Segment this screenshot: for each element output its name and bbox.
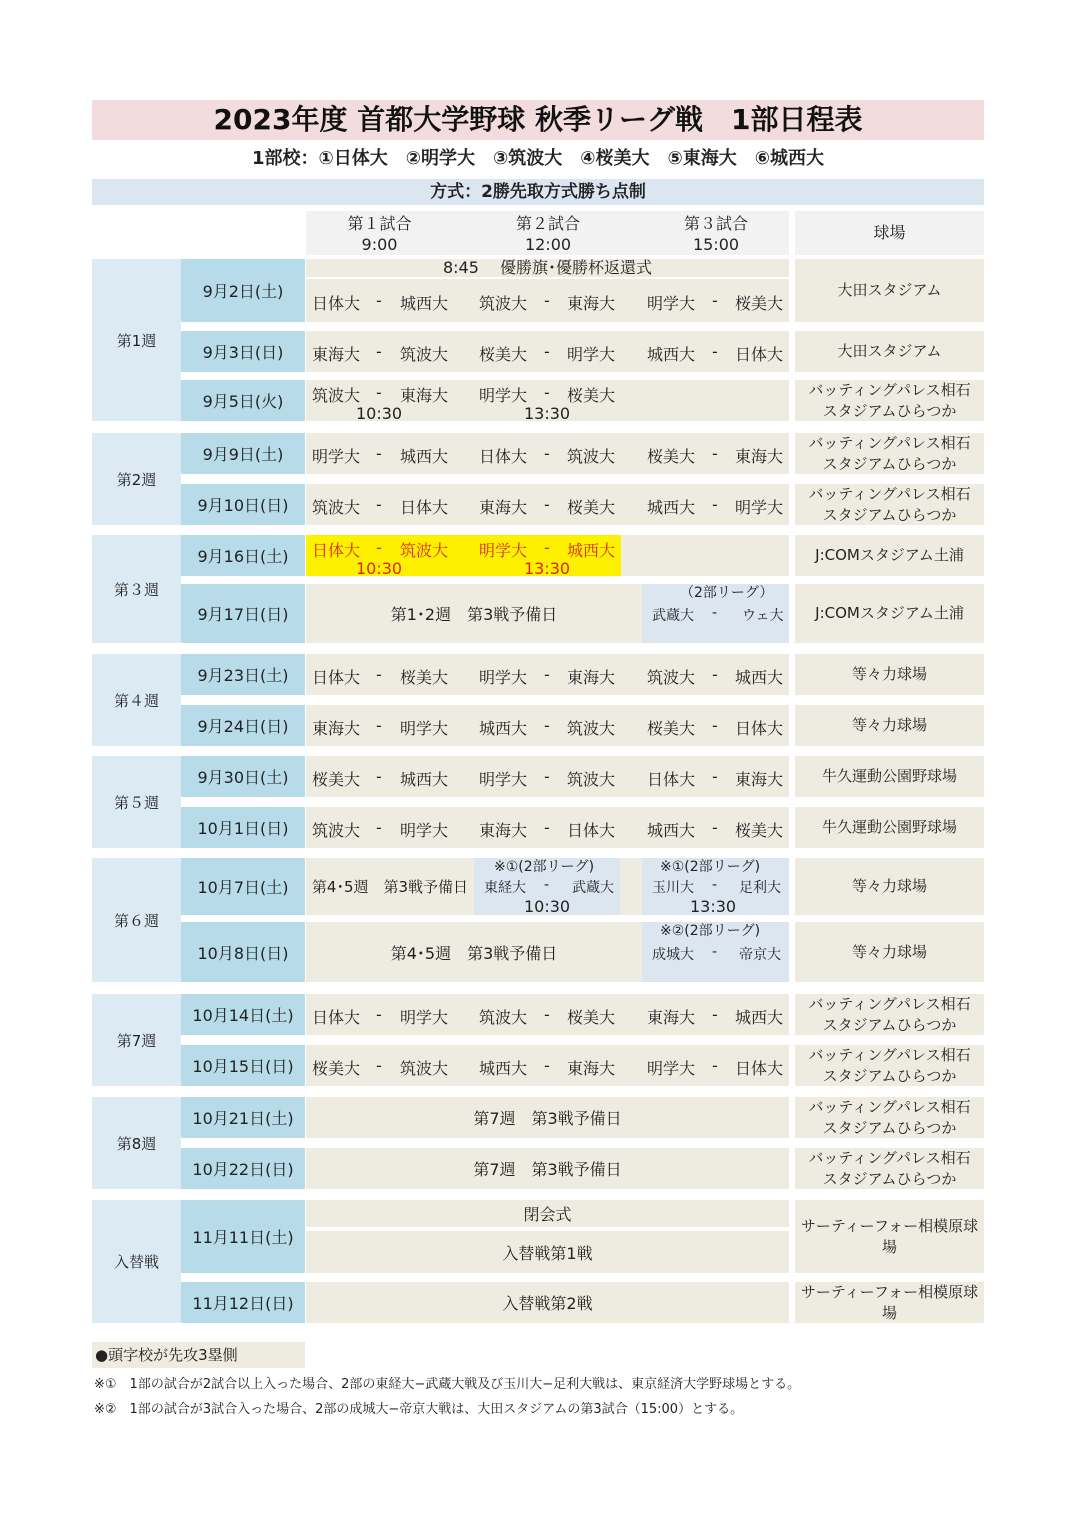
date-cell: 11月11日(土) <box>181 1200 305 1273</box>
reserve-day: 第4･5週 第3戦予備日 <box>306 858 474 915</box>
dash: - <box>712 444 718 463</box>
venue-cell <box>795 484 984 525</box>
dash: - <box>544 444 550 463</box>
date-cell: 10月14日(土) <box>181 994 305 1035</box>
date-cell: 9月23日(土) <box>181 654 305 695</box>
league2-label: （2部リーグ） <box>680 585 774 601</box>
reserve-day: 第4･5週 第3戦予備日 <box>306 922 642 982</box>
dash: - <box>376 342 382 361</box>
page-title: 2023年度 首都大学野球 秋季リーグ戦 1部日程表 <box>92 100 984 140</box>
empty-cell <box>621 535 789 576</box>
ceremony-text: 8:45 優勝旗･優勝杯返還式 <box>306 259 789 277</box>
team: 東海大 <box>479 821 528 840</box>
team: 城西大 <box>647 345 696 364</box>
team: 日体大 <box>312 541 361 560</box>
schools-line: 1部校：①日体大 ②明学大 ③筑波大 ④桜美大 ⑤東海大 ⑥城西大 <box>252 148 824 169</box>
date-cell: 10月21日(土) <box>181 1097 305 1138</box>
team: 筑波大 <box>312 498 361 517</box>
dash: - <box>712 1056 718 1075</box>
date-cell: 10月8日(日) <box>181 922 305 982</box>
team: 日体大 <box>735 1059 784 1078</box>
start-time: 13:30 <box>524 559 571 578</box>
note-2: ※② 1部の試合が3試合入った場合、2部の成城大−帝京大戦は、大田スタジアムの第3試合（15:00）とする。 <box>94 1402 744 1417</box>
dash: - <box>376 767 382 786</box>
team: 城西大 <box>735 1008 784 1027</box>
venue-cell <box>795 994 984 1035</box>
dash: - <box>376 665 382 684</box>
venue-cell: サーティーフォー相模原球場 <box>795 1200 984 1273</box>
league2-cell <box>474 858 620 915</box>
dash: - <box>544 877 550 893</box>
team: 桜美大 <box>400 668 449 687</box>
team: 桜美大 <box>312 1059 361 1078</box>
dash: - <box>544 495 550 514</box>
team: 東海大 <box>479 498 528 517</box>
header-game2 <box>453 211 643 255</box>
team: 筑波大 <box>400 541 449 560</box>
venue-line: バッティングパレス相石 <box>808 1045 971 1064</box>
date-cell: 9月30日(土) <box>181 756 305 797</box>
date-cell: 11月12日(日) <box>181 1282 305 1323</box>
team: 明学大 <box>400 719 449 738</box>
league2-label: ※①(2部リーグ) <box>494 859 595 875</box>
dash: - <box>376 291 382 310</box>
team: 日体大 <box>312 668 361 687</box>
dash: - <box>712 495 718 514</box>
match-cell <box>306 484 789 525</box>
week-1: 第1週 <box>92 259 181 421</box>
league2-cell <box>642 584 789 643</box>
match-cell <box>306 807 789 848</box>
venue-cell: 牛久運動公園野球場 <box>795 807 984 848</box>
venue-cell <box>795 1097 984 1138</box>
date-cell: 10月15日(日) <box>181 1045 305 1086</box>
team: 明学大 <box>479 541 528 560</box>
header-time2: 12:00 <box>524 235 572 254</box>
dash: - <box>376 538 382 557</box>
start-time: 13:30 <box>690 897 737 916</box>
dash: - <box>712 818 718 837</box>
venue-line: スタジアムひらつか <box>822 1066 957 1085</box>
team: 桜美大 <box>735 821 784 840</box>
reserve-day: 第7週 第3戦予備日 <box>306 1097 789 1138</box>
venue-line: スタジアムひらつか <box>822 1169 957 1188</box>
reserve-day: 第1･2週 第3戦予備日 <box>306 584 642 643</box>
match-cell <box>306 331 789 372</box>
team: 城西大 <box>567 541 616 560</box>
dash: - <box>712 605 718 621</box>
empty-cell <box>620 858 642 915</box>
date-cell: 10月22日(日) <box>181 1148 305 1189</box>
team: 筑波大 <box>567 770 616 789</box>
team: 桜美大 <box>735 294 784 313</box>
team: 桜美大 <box>567 498 616 517</box>
venue-line: バッティングパレス相石 <box>808 994 971 1013</box>
team: 桜美大 <box>647 447 696 466</box>
team: 筑波大 <box>647 668 696 687</box>
dash: - <box>712 944 718 960</box>
team: 筑波大 <box>479 294 528 313</box>
note-home-team: ●頭字校が先攻3塁側 <box>92 1342 305 1368</box>
team: 明学大 <box>400 1008 449 1027</box>
match-cell <box>306 994 789 1035</box>
dash: - <box>712 291 718 310</box>
header-game1-label: 第１試合 <box>347 214 412 233</box>
team: 明学大 <box>479 770 528 789</box>
team: 足利大 <box>739 880 781 896</box>
team: 明学大 <box>735 498 784 517</box>
dash: - <box>712 342 718 361</box>
team: 明学大 <box>479 386 528 405</box>
venue-line: スタジアムひらつか <box>822 505 957 524</box>
venue-line: スタジアムひらつか <box>822 1118 957 1137</box>
league2-cell <box>642 858 789 915</box>
venue-cell: J:COMスタジアム土浦 <box>795 584 984 643</box>
replacement-game-2: 入替戦第2戦 <box>306 1282 789 1323</box>
team: 城西大 <box>479 719 528 738</box>
venue-cell <box>795 1045 984 1086</box>
week-2: 第2週 <box>92 433 181 525</box>
venue-line: スタジアムひらつか <box>822 1015 957 1034</box>
team: 日体大 <box>735 719 784 738</box>
team: 日体大 <box>647 770 696 789</box>
dash: - <box>544 665 550 684</box>
team: 城西大 <box>400 447 449 466</box>
venue-cell <box>795 1148 984 1189</box>
venue-line: スタジアムひらつか <box>822 454 957 473</box>
team: 城西大 <box>647 821 696 840</box>
venue-cell <box>795 380 984 421</box>
match-cell <box>306 654 789 695</box>
header-game3-label: 第３試合 <box>683 214 748 233</box>
start-time: 10:30 <box>356 559 403 578</box>
venue-line: バッティングパレス相石 <box>808 484 971 503</box>
venue-line: バッティングパレス相石 <box>808 1148 971 1167</box>
team: 東海大 <box>567 1059 616 1078</box>
team: 城西大 <box>647 498 696 517</box>
header-venue: 球場 <box>795 211 984 255</box>
team: 桜美大 <box>312 770 361 789</box>
match-cell <box>306 756 789 797</box>
venue-cell: 牛久運動公園野球場 <box>795 756 984 797</box>
league2-label: ※①(2部リーグ) <box>660 859 761 875</box>
week-6: 第６週 <box>92 858 181 982</box>
team: 明学大 <box>400 821 449 840</box>
team: 筑波大 <box>312 386 361 405</box>
date-cell: 9月24日(日) <box>181 705 305 746</box>
match-cell <box>306 380 789 421</box>
team: ウェ大 <box>742 608 784 624</box>
header-game2-label: 第２試合 <box>515 214 580 233</box>
team: 東海大 <box>400 386 449 405</box>
venue-line: バッティングパレス相石 <box>808 1097 971 1116</box>
venue-line: スタジアムひらつか <box>822 401 957 420</box>
date-cell: 9月17日(日) <box>181 584 305 643</box>
closing-ceremony: 閉会式 <box>306 1200 789 1227</box>
team: 東海大 <box>567 668 616 687</box>
start-time: 13:30 <box>524 404 571 423</box>
team: 武蔵大 <box>572 880 614 896</box>
start-time: 10:30 <box>524 897 571 916</box>
team: 東海大 <box>312 345 361 364</box>
dash: - <box>376 444 382 463</box>
match-cell <box>306 279 789 322</box>
venue-line: バッティングパレス相石 <box>808 433 971 452</box>
header-game1 <box>306 211 453 255</box>
header-time3: 15:00 <box>692 235 740 254</box>
date-cell: 9月10日(日) <box>181 484 305 525</box>
reserve-day: 第7週 第3戦予備日 <box>306 1148 789 1189</box>
team: 筑波大 <box>400 1059 449 1078</box>
format-line: 方式：2勝先取方式勝ち点制 <box>92 179 984 205</box>
match-cell <box>306 1045 789 1086</box>
team: 城西大 <box>735 668 784 687</box>
venue-cell <box>795 433 984 474</box>
dash: - <box>376 495 382 514</box>
dash: - <box>544 383 550 402</box>
dash: - <box>712 716 718 735</box>
team: 桜美大 <box>567 386 616 405</box>
date-cell: 9月5日(火) <box>181 380 305 421</box>
note-1: ※① 1部の試合が2試合以上入った場合、2部の東経大−武蔵大戦及び玉川大−足利大戦は、東京経済大学野球場とする。 <box>94 1377 801 1392</box>
date-cell: 9月16日(土) <box>181 535 305 576</box>
dash: - <box>544 1005 550 1024</box>
team: 桜美大 <box>479 345 528 364</box>
team: 日体大 <box>312 294 361 313</box>
team: 筑波大 <box>312 821 361 840</box>
team: 東海大 <box>735 447 784 466</box>
dash: - <box>544 767 550 786</box>
match-cell <box>306 705 789 746</box>
date-cell: 10月7日(土) <box>181 858 305 915</box>
dash: - <box>544 1056 550 1075</box>
week-7: 第7週 <box>92 994 181 1086</box>
venue-cell: 等々力球場 <box>795 922 984 982</box>
team: 明学大 <box>567 345 616 364</box>
dash: - <box>712 1005 718 1024</box>
date-cell: 9月9日(土) <box>181 433 305 474</box>
team: 東海大 <box>312 719 361 738</box>
team: 明学大 <box>312 447 361 466</box>
dash: - <box>376 1056 382 1075</box>
team: 城西大 <box>400 770 449 789</box>
team: 東経大 <box>484 880 526 896</box>
dash: - <box>712 767 718 786</box>
venue-cell: 大田スタジアム <box>795 331 984 372</box>
team: 日体大 <box>312 1008 361 1027</box>
dash: - <box>376 1005 382 1024</box>
team: 武蔵大 <box>652 608 694 624</box>
header-game3 <box>643 211 789 255</box>
venue-line: バッティングパレス相石 <box>808 380 971 399</box>
dash: - <box>544 291 550 310</box>
team: 日体大 <box>479 447 528 466</box>
header-time1: 9:00 <box>361 235 398 254</box>
dash: - <box>544 716 550 735</box>
venue-cell: 等々力球場 <box>795 654 984 695</box>
venue-cell: 大田スタジアム <box>795 259 984 322</box>
team: 桜美大 <box>567 1008 616 1027</box>
dash: - <box>712 877 718 893</box>
team: 日体大 <box>400 498 449 517</box>
date-cell: 9月2日(土) <box>181 259 305 322</box>
week-4: 第４週 <box>92 654 181 746</box>
venue-cell: J:COMスタジアム土浦 <box>795 535 984 576</box>
team: 東海大 <box>567 294 616 313</box>
team: 成城大 <box>652 947 694 963</box>
team: 筑波大 <box>479 1008 528 1027</box>
team: 玉川大 <box>652 880 694 896</box>
highlighted-match-cell <box>306 535 621 576</box>
team: 筑波大 <box>567 447 616 466</box>
replacement-game-1: 入替戦第1戦 <box>306 1231 789 1273</box>
week-5: 第５週 <box>92 756 181 848</box>
venue-cell: 等々力球場 <box>795 858 984 915</box>
team: 明学大 <box>647 294 696 313</box>
venue-cell: 等々力球場 <box>795 705 984 746</box>
team: 東海大 <box>735 770 784 789</box>
dash: - <box>376 818 382 837</box>
dash: - <box>544 342 550 361</box>
league2-label: ※②(2部リーグ) <box>660 923 761 939</box>
dash: - <box>544 538 550 557</box>
team: 筑波大 <box>400 345 449 364</box>
week-8: 第8週 <box>92 1097 181 1189</box>
team: 日体大 <box>735 345 784 364</box>
dash: - <box>376 716 382 735</box>
team: 明学大 <box>647 1059 696 1078</box>
team: 筑波大 <box>567 719 616 738</box>
week-replacement: 入替戦 <box>92 1200 181 1323</box>
match-cell <box>306 433 789 474</box>
team: 日体大 <box>567 821 616 840</box>
league2-cell <box>642 922 789 982</box>
dash: - <box>376 383 382 402</box>
dash: - <box>712 665 718 684</box>
date-cell: 10月1日(日) <box>181 807 305 848</box>
team: 明学大 <box>479 668 528 687</box>
dash: - <box>544 818 550 837</box>
team: 帝京大 <box>739 947 781 963</box>
date-cell: 9月3日(日) <box>181 331 305 372</box>
team: 城西大 <box>479 1059 528 1078</box>
venue-cell: サーティーフォー相模原球場 <box>795 1282 984 1323</box>
start-time: 10:30 <box>356 404 403 423</box>
team: 城西大 <box>400 294 449 313</box>
team: 桜美大 <box>647 719 696 738</box>
week-3: 第３週 <box>92 535 181 643</box>
team: 東海大 <box>647 1008 696 1027</box>
